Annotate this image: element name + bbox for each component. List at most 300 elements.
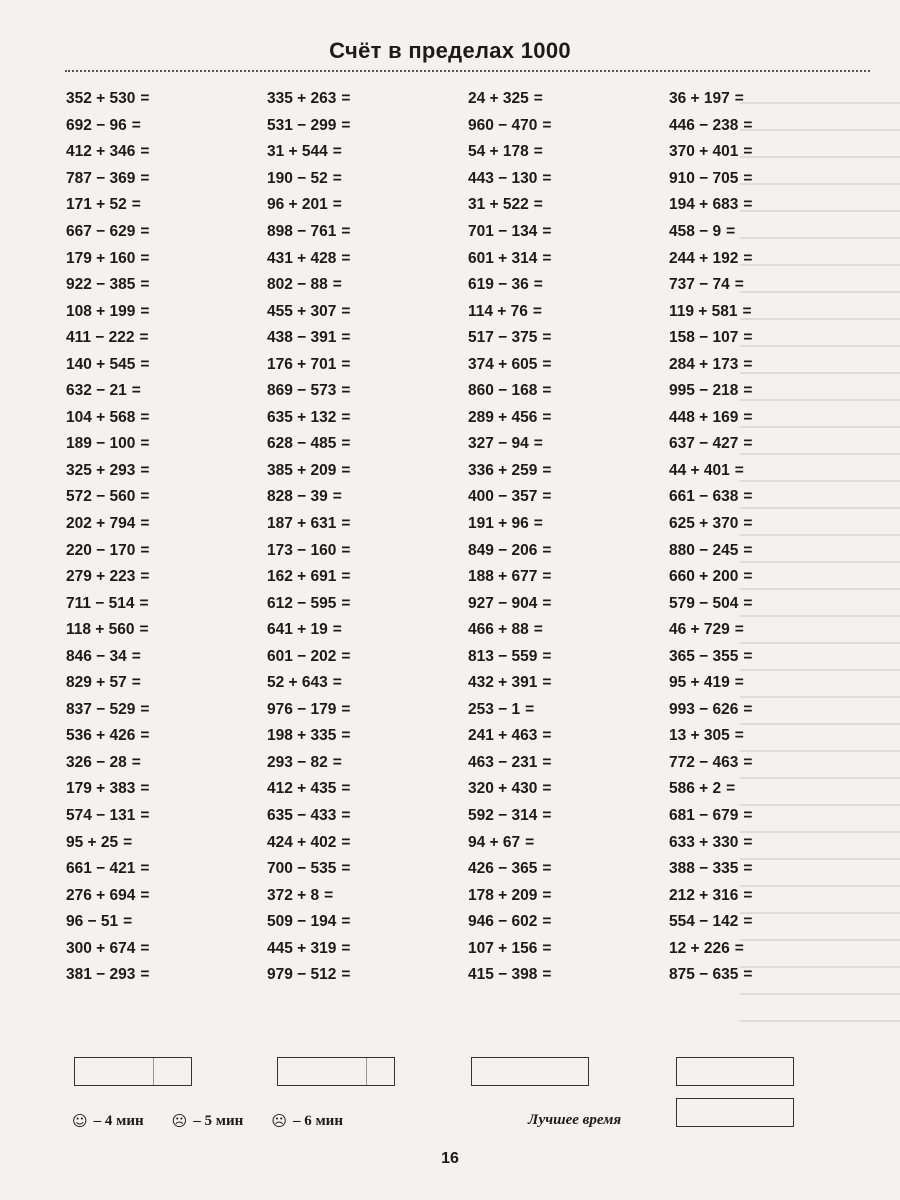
exercise-row <box>669 670 864 697</box>
exercise-row <box>66 537 261 564</box>
exercise-row <box>669 405 864 432</box>
equals-sign: = <box>743 355 753 373</box>
exercise-row <box>468 590 663 617</box>
exercise-row <box>267 405 462 432</box>
exercise-row <box>66 617 261 644</box>
equals-sign: = <box>341 223 351 240</box>
exercise-expression: 52 + 643 <box>267 674 328 692</box>
equals-sign: = <box>743 488 753 506</box>
exercise-expression: 365 − 355 <box>669 647 739 665</box>
equals-sign: = <box>542 727 552 745</box>
exercise-expression: 860 − 168 <box>468 382 538 400</box>
equals-sign: = <box>140 568 150 586</box>
exercise-expression: 191 + 96 <box>468 515 529 533</box>
exercise-row <box>669 86 864 113</box>
exercise-row <box>669 325 864 352</box>
exercise-row <box>669 272 864 299</box>
exercise-row <box>267 723 462 750</box>
exercise-expression: 96 − 51 <box>66 913 119 931</box>
time-box-3[interactable] <box>471 1057 589 1086</box>
exercise-row <box>66 219 261 246</box>
exercise-row <box>66 86 261 113</box>
exercise-expression: 336 + 259 <box>468 461 538 479</box>
exercise-row <box>669 458 864 485</box>
equals-sign: = <box>734 939 744 957</box>
exercise-row <box>267 458 462 485</box>
exercise-row <box>468 272 663 299</box>
exercise-row <box>468 298 663 325</box>
exercise-expression: 446 − 238 <box>669 116 739 134</box>
exercise-expression: 619 − 36 <box>468 276 529 294</box>
exercise-expression: 592 − 314 <box>468 807 538 825</box>
exercise-row <box>267 245 462 272</box>
exercise-expression: 326 − 28 <box>66 753 127 771</box>
equals-sign: = <box>341 594 351 612</box>
exercise-row <box>468 697 663 724</box>
exercise-expression: 922 − 385 <box>66 276 136 294</box>
exercise-expression: 976 − 179 <box>267 700 337 718</box>
exercise-row <box>669 590 864 617</box>
equals-sign: = <box>332 488 342 506</box>
exercise-expression: 667 − 629 <box>66 223 136 240</box>
exercise-row <box>66 829 261 856</box>
exercise-row <box>669 962 864 989</box>
exercise-expression: 424 + 402 <box>267 833 337 851</box>
page-number: 16 <box>441 1150 459 1167</box>
equals-sign: = <box>140 541 150 559</box>
legend-item-5min <box>172 1112 244 1130</box>
happy-face-icon: ☺ <box>72 1112 88 1130</box>
exercise-row <box>468 776 663 803</box>
exercise-expression: 320 + 430 <box>468 780 538 798</box>
exercise-expression: 574 − 131 <box>66 807 136 825</box>
equals-sign: = <box>131 753 141 771</box>
exercise-row <box>66 484 261 511</box>
equals-sign: = <box>341 860 351 878</box>
equals-sign: = <box>341 116 351 134</box>
exercise-expression: 12 + 226 <box>669 939 730 957</box>
exercise-expression: 813 − 559 <box>468 647 538 665</box>
exercise-expression: 372 + 8 <box>267 886 320 904</box>
exercise-expression: 632 − 21 <box>66 382 127 400</box>
exercise-expression: 335 + 263 <box>267 90 337 108</box>
exercise-row <box>669 803 864 830</box>
equals-sign: = <box>131 674 141 692</box>
exercise-row <box>66 245 261 272</box>
exercise-expression: 96 + 201 <box>267 196 328 214</box>
exercise-row <box>66 378 261 405</box>
equals-sign: = <box>131 382 141 400</box>
exercise-row <box>66 962 261 989</box>
equals-sign: = <box>140 860 150 878</box>
equals-sign: = <box>532 302 542 320</box>
exercise-row <box>267 511 462 538</box>
exercise-expression: 118 + 560 <box>66 621 135 639</box>
exercise-expression: 432 + 391 <box>468 674 538 692</box>
exercise-row <box>267 272 462 299</box>
exercise-expression: 107 + 156 <box>468 939 538 957</box>
time-box-4[interactable] <box>676 1057 794 1086</box>
exercise-row <box>468 511 663 538</box>
exercise-expression: 24 + 325 <box>468 90 529 108</box>
exercise-expression: 388 − 335 <box>669 860 739 878</box>
exercise-expression: 661 − 421 <box>66 860 136 878</box>
exercise-row <box>66 856 261 883</box>
exercise-expression: 415 − 398 <box>468 966 538 984</box>
equals-sign: = <box>332 621 342 639</box>
exercise-row <box>669 909 864 936</box>
exercise-expression: 828 − 39 <box>267 488 328 506</box>
exercise-row <box>468 962 663 989</box>
equals-sign: = <box>139 329 149 347</box>
exercise-row <box>468 245 663 272</box>
exercise-expression: 875 − 635 <box>669 966 739 984</box>
exercise-expression: 946 − 602 <box>468 913 538 931</box>
equals-sign: = <box>542 169 552 187</box>
exercise-row <box>669 192 864 219</box>
exercise-row <box>669 856 864 883</box>
equals-sign: = <box>533 90 543 108</box>
exercise-expression: 253 − 1 <box>468 700 521 718</box>
equals-sign: = <box>726 780 736 798</box>
equals-sign: = <box>341 355 351 373</box>
exercise-row <box>468 166 663 193</box>
equals-sign: = <box>743 568 753 586</box>
equals-sign: = <box>542 939 552 957</box>
exercise-expression: 179 + 383 <box>66 780 136 798</box>
equals-sign: = <box>743 594 753 612</box>
exercise-expression: 46 + 729 <box>669 621 730 639</box>
equals-sign: = <box>140 408 150 426</box>
exercise-row <box>267 192 462 219</box>
exercise-row <box>669 643 864 670</box>
exercise-row <box>267 776 462 803</box>
exercise-row <box>267 139 462 166</box>
exercise-row <box>669 511 864 538</box>
equals-sign: = <box>140 143 150 161</box>
exercise-row <box>267 484 462 511</box>
equals-sign: = <box>140 355 150 373</box>
legend-text: – 6 мин <box>292 1112 343 1129</box>
exercise-expression: 202 + 794 <box>66 515 136 533</box>
exercise-expression: 509 − 194 <box>267 913 337 931</box>
exercise-expression: 586 + 2 <box>669 780 722 798</box>
legend-item-6min <box>271 1112 343 1130</box>
equals-sign: = <box>743 143 753 161</box>
exercise-row <box>468 351 663 378</box>
exercise-expression: 426 − 365 <box>468 860 538 878</box>
exercise-row <box>267 219 462 246</box>
equals-sign: = <box>131 647 141 665</box>
exercise-row <box>468 936 663 963</box>
equals-sign: = <box>542 753 552 771</box>
equals-sign: = <box>139 621 149 639</box>
exercise-row <box>669 936 864 963</box>
exercise-row <box>66 166 261 193</box>
equals-sign: = <box>542 966 552 984</box>
exercise-row <box>66 351 261 378</box>
legend-item-4min <box>72 1112 144 1130</box>
exercise-row <box>669 298 864 325</box>
exercise-row <box>267 882 462 909</box>
equals-sign: = <box>542 461 552 479</box>
exercise-expression: 927 − 904 <box>468 594 538 612</box>
time-box-1[interactable] <box>74 1057 192 1086</box>
equals-sign: = <box>324 886 334 904</box>
equals-sign: = <box>341 435 351 453</box>
equals-sign: = <box>341 966 351 984</box>
exercise-row <box>66 590 261 617</box>
exercise-row <box>66 298 261 325</box>
exercise-expression: 189 − 100 <box>66 435 136 453</box>
exercise-expression: 176 + 701 <box>267 355 337 373</box>
exercise-row <box>66 643 261 670</box>
exercise-expression: 171 + 52 <box>66 196 127 214</box>
exercise-expression: 438 − 391 <box>267 329 337 347</box>
exercise-expression: 400 − 357 <box>468 488 538 506</box>
exercise-expression: 36 + 197 <box>669 90 730 108</box>
best-time-box[interactable] <box>676 1098 794 1127</box>
equals-sign: = <box>139 594 149 612</box>
equals-sign: = <box>533 196 543 214</box>
exercise-expression: 601 − 202 <box>267 647 337 665</box>
equals-sign: = <box>743 541 753 559</box>
equals-sign: = <box>341 727 351 745</box>
exercise-expression: 463 − 231 <box>468 753 538 771</box>
exercise-expression: 531 − 299 <box>267 116 337 134</box>
equals-sign: = <box>743 647 753 665</box>
equals-sign: = <box>140 515 150 533</box>
equals-sign: = <box>542 382 552 400</box>
equals-sign: = <box>542 913 552 931</box>
exercise-row <box>267 670 462 697</box>
exercise-expression: 849 − 206 <box>468 541 538 559</box>
exercise-expression: 431 + 428 <box>267 249 337 267</box>
equals-sign: = <box>140 461 150 479</box>
equals-sign: = <box>332 753 342 771</box>
exercise-row <box>468 882 663 909</box>
equals-sign: = <box>726 223 736 240</box>
equals-sign: = <box>533 515 543 533</box>
exercise-row <box>66 776 261 803</box>
equals-sign: = <box>743 515 753 533</box>
exercise-row <box>468 670 663 697</box>
exercise-row <box>267 537 462 564</box>
exercise-expression: 880 − 245 <box>669 541 739 559</box>
equals-sign: = <box>525 833 535 851</box>
equals-sign: = <box>743 249 753 267</box>
exercise-expression: 554 − 142 <box>669 913 739 931</box>
equals-sign: = <box>140 249 150 267</box>
exercise-row <box>267 325 462 352</box>
exercise-column-1 <box>66 86 261 989</box>
equals-sign: = <box>140 302 150 320</box>
exercise-row <box>468 750 663 777</box>
equals-sign: = <box>525 700 535 718</box>
exercise-expression: 898 − 761 <box>267 223 337 240</box>
exercise-row <box>267 378 462 405</box>
exercise-expression: 572 − 560 <box>66 488 136 506</box>
exercise-expression: 910 − 705 <box>669 169 739 187</box>
equals-sign: = <box>743 860 753 878</box>
equals-sign: = <box>743 753 753 771</box>
exercise-expression: 445 + 319 <box>267 939 337 957</box>
equals-sign: = <box>743 966 753 984</box>
equals-sign: = <box>542 886 552 904</box>
exercise-row <box>267 829 462 856</box>
exercise-row <box>267 909 462 936</box>
exercise-row <box>66 723 261 750</box>
exercise-expression: 158 − 107 <box>669 329 739 347</box>
exercise-expression: 787 − 369 <box>66 169 136 187</box>
sad-face-icon: ☹ <box>271 1112 287 1130</box>
exercise-row <box>468 537 663 564</box>
exercise-row <box>669 882 864 909</box>
equals-sign: = <box>743 913 753 931</box>
exercise-expression: 194 + 683 <box>669 196 739 214</box>
exercise-row <box>267 166 462 193</box>
equals-sign: = <box>542 647 552 665</box>
time-boxes <box>0 1057 900 1087</box>
exercise-expression: 94 + 67 <box>468 833 521 851</box>
exercise-expression: 31 + 544 <box>267 143 328 161</box>
exercise-row <box>669 723 864 750</box>
exercise-row <box>468 723 663 750</box>
equals-sign: = <box>140 886 150 904</box>
exercise-expression: 660 + 200 <box>669 568 739 586</box>
exercise-row <box>468 856 663 883</box>
exercise-row <box>468 378 663 405</box>
exercise-row <box>669 166 864 193</box>
exercise-expression: 188 + 677 <box>468 568 538 586</box>
legend-text: – 5 мин <box>193 1112 244 1129</box>
exercise-expression: 31 + 522 <box>468 196 529 214</box>
equals-sign: = <box>140 939 150 957</box>
equals-sign: = <box>734 90 744 108</box>
exercise-row <box>468 909 663 936</box>
equals-sign: = <box>743 833 753 851</box>
exercise-row <box>468 192 663 219</box>
exercise-expression: 241 + 463 <box>468 727 538 745</box>
exercise-row <box>468 219 663 246</box>
exercise-expression: 114 + 76 <box>468 302 528 320</box>
equals-sign: = <box>533 435 543 453</box>
exercise-expression: 700 − 535 <box>267 860 337 878</box>
exercise-expression: 979 − 512 <box>267 966 337 984</box>
exercise-expression: 625 + 370 <box>669 515 739 533</box>
exercise-expression: 325 + 293 <box>66 461 136 479</box>
exercise-row <box>267 697 462 724</box>
exercise-row <box>66 272 261 299</box>
equals-sign: = <box>542 408 552 426</box>
equals-sign: = <box>140 435 150 453</box>
exercise-columns <box>66 86 866 1036</box>
exercise-expression: 381 − 293 <box>66 966 136 984</box>
equals-sign: = <box>140 966 150 984</box>
exercise-expression: 579 − 504 <box>669 594 739 612</box>
equals-sign: = <box>140 169 150 187</box>
exercise-expression: 212 + 316 <box>669 886 739 904</box>
page-title: Счёт в пределах 1000 <box>329 38 571 63</box>
exercise-row <box>66 697 261 724</box>
exercise-expression: 412 + 435 <box>267 780 337 798</box>
equals-sign: = <box>332 143 342 161</box>
equals-sign: = <box>542 488 552 506</box>
exercise-expression: 411 − 222 <box>66 329 135 347</box>
exercise-row <box>267 962 462 989</box>
exercise-expression: 661 − 638 <box>669 488 739 506</box>
exercise-row <box>669 697 864 724</box>
exercise-expression: 837 − 529 <box>66 700 136 718</box>
exercise-expression: 187 + 631 <box>267 515 337 533</box>
exercise-expression: 293 − 82 <box>267 753 328 771</box>
equals-sign: = <box>341 700 351 718</box>
equals-sign: = <box>743 116 753 134</box>
exercise-row <box>468 484 663 511</box>
equals-sign: = <box>140 276 150 294</box>
exercise-row <box>669 113 864 140</box>
equals-sign: = <box>341 833 351 851</box>
exercise-expression: 772 − 463 <box>669 753 739 771</box>
equals-sign: = <box>533 276 543 294</box>
exercise-row <box>669 351 864 378</box>
exercise-expression: 412 + 346 <box>66 143 136 161</box>
exercise-expression: 458 − 9 <box>669 223 722 240</box>
equals-sign: = <box>341 568 351 586</box>
exercise-expression: 846 − 34 <box>66 647 127 665</box>
time-box-2[interactable] <box>277 1057 395 1086</box>
exercise-expression: 612 − 595 <box>267 594 337 612</box>
exercise-row <box>468 564 663 591</box>
exercise-expression: 300 + 674 <box>66 939 136 957</box>
exercise-row <box>669 431 864 458</box>
exercise-expression: 179 + 160 <box>66 249 136 267</box>
exercise-expression: 104 + 568 <box>66 408 136 426</box>
equals-sign: = <box>734 276 744 294</box>
equals-sign: = <box>341 807 351 825</box>
exercise-row <box>468 829 663 856</box>
exercise-row <box>267 298 462 325</box>
equals-sign: = <box>542 674 552 692</box>
exercise-expression: 44 + 401 <box>669 461 730 479</box>
legend-text: – 4 мин <box>93 1112 144 1129</box>
exercise-expression: 692 − 96 <box>66 116 127 134</box>
exercise-row <box>267 803 462 830</box>
exercise-expression: 327 − 94 <box>468 435 529 453</box>
exercise-row <box>267 564 462 591</box>
exercise-row <box>66 511 261 538</box>
exercise-expression: 536 + 426 <box>66 727 136 745</box>
title-divider <box>65 70 870 72</box>
exercise-row <box>66 458 261 485</box>
exercise-expression: 802 − 88 <box>267 276 328 294</box>
exercise-expression: 701 − 134 <box>468 223 538 240</box>
exercise-row <box>669 139 864 166</box>
equals-sign: = <box>332 169 342 187</box>
exercise-row <box>267 86 462 113</box>
exercise-row <box>468 803 663 830</box>
equals-sign: = <box>332 276 342 294</box>
exercise-expression: 635 + 132 <box>267 408 337 426</box>
exercise-expression: 455 + 307 <box>267 302 337 320</box>
equals-sign: = <box>743 435 753 453</box>
exercise-expression: 448 + 169 <box>669 408 739 426</box>
equals-sign: = <box>742 302 752 320</box>
exercise-expression: 711 − 514 <box>66 594 135 612</box>
exercise-expression: 95 + 419 <box>669 674 730 692</box>
equals-sign: = <box>341 382 351 400</box>
equals-sign: = <box>734 674 744 692</box>
